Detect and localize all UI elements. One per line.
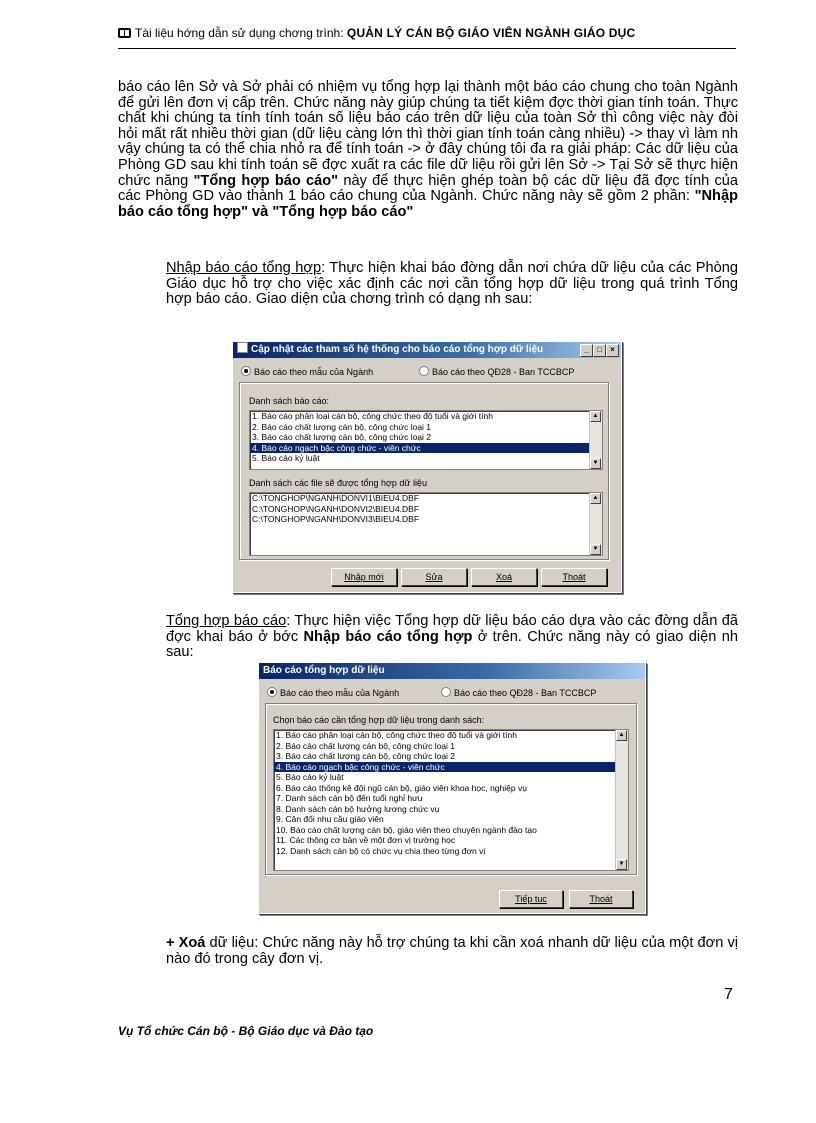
document-header xyxy=(118,26,736,49)
page-number: 7 xyxy=(724,986,733,1003)
list-item-selected[interactable]: 4. Báo cáo ngạch bậc công chức - viên chức xyxy=(274,762,628,773)
list-item[interactable]: C:\TONGHOP\NGANH\DONVI3\BIEU4.DBF xyxy=(252,514,420,524)
book-icon xyxy=(118,28,131,38)
list-item[interactable]: C:\TONGHOP\NGANH\DONVI1\BIEU4.DBF xyxy=(252,493,420,503)
list-item[interactable]: 5. Báo cáo kỷ luật xyxy=(252,453,320,463)
radio-bao-cao-qd28[interactable]: Báo cáo theo QĐ28 - Ban TCCBCP xyxy=(419,366,574,377)
scroll-down-icon[interactable]: ▼ xyxy=(590,458,601,469)
paragraph-tong-hop: Tổng hợp báo cáo: Thực hiện việc Tổng hợp dữ liệu báo cáo dựa vào các đờng dẫn đã đợc khai báo ở bớc Nhập báo cáo tổng hợp ở trên. Chức năng này có giao diện nh sau: xyxy=(166,613,739,661)
file-list[interactable] xyxy=(249,492,603,556)
radio-bao-cao-nganh[interactable]: Báo cáo theo mẫu của Ngành xyxy=(241,366,373,377)
scroll-down-icon[interactable]: ▼ xyxy=(616,859,627,870)
term-nhap-bao-cao: Nhập báo cáo tổng hợp xyxy=(166,260,322,276)
list-item[interactable]: 3. Báo cáo chất lượng cán bộ, công chức loại 2 xyxy=(252,432,432,442)
list-item[interactable]: 8. Danh sách cán bộ hưởng lương chức vụ xyxy=(276,803,440,814)
list-item[interactable]: 5. Báo cáo kỷ luật xyxy=(276,772,344,782)
paragraph-intro: báo cáo lên Sở và Sở phải có nhiệm vụ tổng hợp lại thành một báo cáo chung cho toàn Ngành để gửi lên đơn vị cấp trên. Chức năng này giúp chúng ta tiết kiệm đợc thời gian tính toán. Thực chất khi chúng ta tính tính toán số liệu báo cáo trên dữ liệu của toàn Sở thì công việc này đòi hỏi mất rất nhiều thời gian (dữ liệu càng lớn thì thời gian tính toán càng nhiều) -> thay vì làm nh vậy chúng ta có thể chia nhỏ ra để tính toán -> ở đây chúng tôi đa ra giải pháp: Các dữ liệu của Phòng GD sau khi tính toán sẽ đợc xuất ra các file dữ liệu rồi gửi lên Sở -> Tại Sở sẽ thực hiện chức năng "Tổng hợp báo cáo" này để thực hiện ghép toàn bộ các dữ liệu đã đợc tính của các Phòng GD vào thành 1 báo cáo chung của Ngành. Chức năng này sẽ gồm 2 phần: "Nhập báo cáo tổng hợp" và "Tổng hợp báo cáo" xyxy=(118,79,738,220)
list-item[interactable]: 1. Báo cáo phân loại cán bộ, công chức theo độ tuổi và giới tính xyxy=(276,730,517,740)
scrollbar[interactable] xyxy=(615,730,628,870)
close-icon[interactable]: × xyxy=(606,344,619,357)
list1-label: Danh sách báo cáo: xyxy=(249,396,330,406)
thoat-button[interactable]: Thoát xyxy=(569,890,633,908)
dialog1-titlebar: Cập nhật các tham số hệ thống cho báo cáo tổng hợp dữ liệu _ □ × xyxy=(233,342,621,358)
list-item[interactable]: 7. Danh sách cán bộ đến tuổi nghỉ hưu xyxy=(276,793,423,803)
scrollbar[interactable] xyxy=(589,411,602,469)
header-title: QUẢN LÝ CÁN BỘ GIÁO VIÊN NGÀNH GIÁO DỤC xyxy=(346,26,636,40)
minimize-icon[interactable]: _ xyxy=(580,344,593,357)
dialog-update-params xyxy=(232,341,622,593)
maximize-icon[interactable]: □ xyxy=(593,344,606,357)
scroll-up-icon[interactable]: ▲ xyxy=(616,730,627,741)
document-footer: Vụ Tổ chức Cán bộ - Bộ Giáo dục và Đào tạo xyxy=(118,1024,374,1038)
list-item[interactable]: 12. Danh sách cán bộ có chức vụ chia theo từng đơn vị xyxy=(276,845,486,856)
list-item[interactable]: 6. Báo cáo thống kê đội ngũ cán bộ, giáo viên khoa học, nghiệp vụ xyxy=(276,782,527,793)
report-select-list[interactable] xyxy=(273,729,629,871)
list-item[interactable]: C:\TONGHOP\NGANH\DONVI2\BIEU4.DBF xyxy=(252,503,420,514)
list-item[interactable]: 9. Cân đối nhu cầu giáo viên xyxy=(276,814,384,824)
tiep-tuc-button[interactable]: Tiếp tục xyxy=(499,890,563,908)
dialog-tong-hop xyxy=(258,662,646,914)
report-list[interactable] xyxy=(249,410,603,470)
thoat-button[interactable]: Thoát xyxy=(541,568,607,586)
list-item[interactable]: 3. Báo cáo chất lượng cán bộ, công chức loại 2 xyxy=(276,751,456,761)
app-icon xyxy=(237,342,248,353)
paragraph-xoa: + Xoá dữ liệu: Chức năng này hỗ trợ chúng ta khi cần xoá nhanh dữ liệu của một đơn vị nào đó trong cây đơn vị. xyxy=(166,935,738,967)
list-item-selected[interactable]: 4. Báo cáo ngạch bậc công chức - viên chức xyxy=(250,443,602,454)
list-item[interactable]: 2. Báo cáo chất lượng cán bộ, công chức loại 1 xyxy=(276,740,456,751)
dialog2-titlebar: Báo cáo tổng hợp dữ liệu xyxy=(259,663,645,679)
scroll-up-icon[interactable]: ▲ xyxy=(590,493,601,504)
term-tong-hop: Tổng hợp báo cáo xyxy=(166,613,287,629)
list-item[interactable]: 11. Các thông cơ bản về một đơn vị trường học xyxy=(276,835,456,845)
list-label: Chọn báo cáo cần tổng hợp dữ liệu trong danh sách: xyxy=(273,715,485,725)
xoa-button[interactable]: Xoá xyxy=(471,568,537,586)
nhap-moi-button[interactable]: Nhập mới xyxy=(331,568,397,586)
radio-bao-cao-nganh[interactable]: Báo cáo theo mẫu của Ngành xyxy=(267,687,399,698)
scrollbar[interactable] xyxy=(589,493,602,555)
list-item[interactable]: 1. Báo cáo phân loại cán bộ, công chức theo độ tuổi và giới tính xyxy=(252,411,493,421)
sua-button[interactable]: Sửa xyxy=(401,568,467,586)
header-prefix: Tài liệu hớng dẫn sử dụng chơng trình: xyxy=(135,26,347,40)
list-item[interactable]: 10. Báo cáo chất lượng cán bộ, giáo viên theo chuyên ngành đào tạo xyxy=(276,824,537,835)
radio-bao-cao-qd28[interactable]: Báo cáo theo QĐ28 - Ban TCCBCP xyxy=(441,687,596,698)
list2-label: Danh sách các file sẽ được tổng hợp dữ liệu xyxy=(249,478,427,488)
list-item[interactable]: 2. Báo cáo chất lượng cán bộ, công chức loại 1 xyxy=(252,421,432,432)
scroll-down-icon[interactable]: ▼ xyxy=(590,544,601,555)
paragraph-nhap-bao-cao: Nhập báo cáo tổng hợp: Thực hiện khai báo đờng dẫn nơi chứa dữ liệu của các Phòng Giáo dục hỗ trợ cho việc xác định các nơi cần tổng hợp dữ liệu trong quá trình Tổng hợp báo cáo. Giao diện của chơng trình có dạng nh sau: xyxy=(166,260,738,308)
scroll-up-icon[interactable]: ▲ xyxy=(590,411,601,422)
